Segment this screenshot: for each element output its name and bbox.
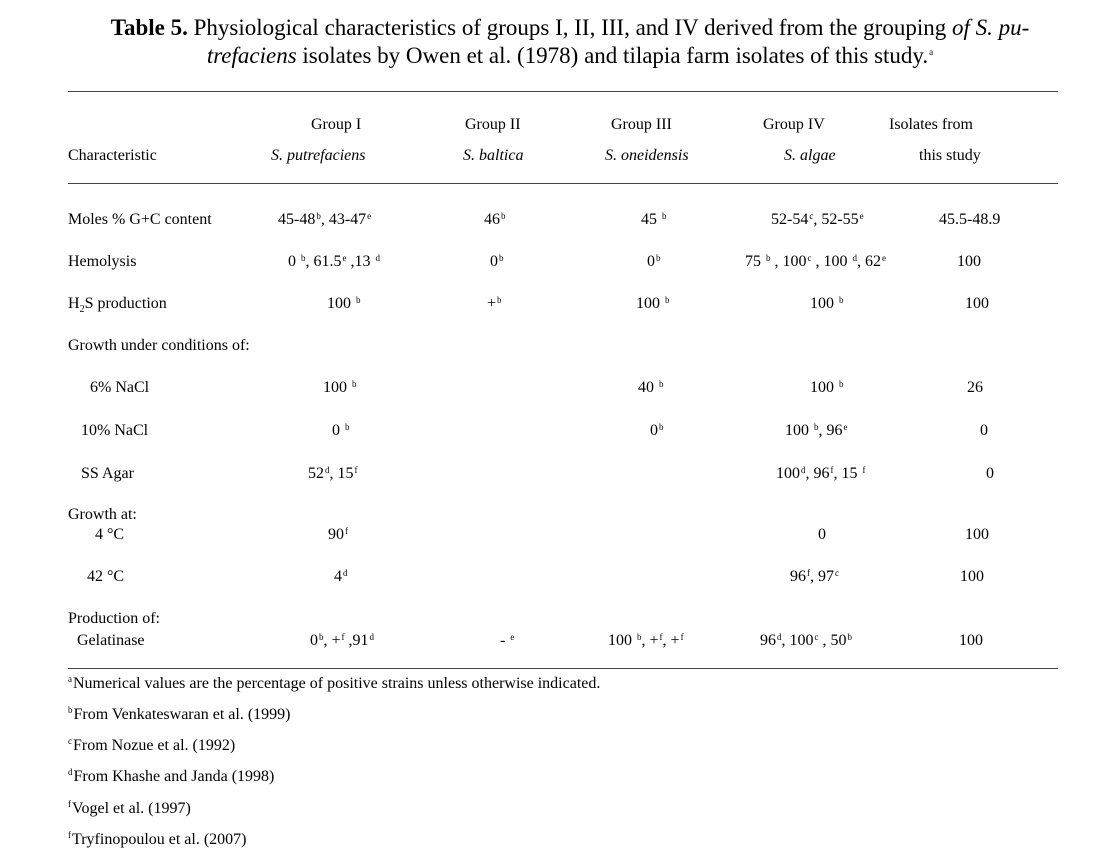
row-label-nacl10: 10% NaCl (81, 422, 149, 439)
cell-moles-g2: 46$^b$ (484, 211, 506, 228)
cell-hemolysis-g2: 0$^b$ (490, 253, 504, 270)
header-species-5: this study (919, 147, 981, 164)
footnote-f1: $^f$Vogel et al. (1997) (68, 799, 191, 817)
bottom-rule (68, 668, 1058, 669)
cell-gelatinase-g5: 100 (959, 632, 983, 649)
footnote-b: $^b$From Venkateswaran et al. (1999) (68, 705, 291, 723)
cell-gelatinase-g4: 96$^d$, 100$^c$ , 50$^b$ (760, 632, 852, 649)
title-footnote-mark: a (929, 47, 934, 57)
cell-4c-g1: 90$^f$ (328, 526, 348, 543)
cell-moles-g4: 52-54$^c$, 52-55e (771, 211, 864, 228)
row-label-4c: 4 °C (95, 526, 125, 543)
cell-ss-agar-g4: 100$^d$, 96$^f$, 15 $^f$ (776, 465, 866, 482)
cell-h2s-g3: 100 $^b$ (636, 295, 670, 312)
header-group-5: Isolates from (889, 116, 973, 133)
cell-gelatinase-g3: 100 $^b$, +$^f$, +$^f$ (608, 632, 684, 649)
header-group-4: Group IV (763, 116, 825, 133)
cell-nacl6-g3: 40 $^b$ (638, 379, 664, 396)
title-text-part-2: isolates by Owen et al. (1978) and tilapia farm isolates of this study. (296, 43, 929, 68)
cell-42c-g5: 100 (960, 568, 984, 585)
cell-h2s-g1: 100 $^b$ (327, 295, 361, 312)
cell-moles-g3: 45 $^b$ (641, 211, 667, 228)
row-label-gelatinase: Gelatinase (77, 632, 145, 649)
cell-nacl10-g4: 100 $^b$, 96e (785, 422, 848, 439)
row-label-nacl6: 6% NaCl (90, 379, 150, 396)
cell-nacl10-g1: 0 $^b$ (332, 422, 350, 439)
row-label-h2s: $H_2S$ production (68, 295, 167, 315)
cell-h2s-g4: 100 $^b$ (810, 295, 844, 312)
header-species-3: S. oneidensis (605, 147, 689, 164)
section-production-of: Production of: (68, 610, 160, 627)
cell-nacl10-g3: 0$^b$ (650, 422, 664, 439)
cell-hemolysis-g3: 0$^b$ (647, 253, 661, 270)
header-group-1: Group I (311, 116, 362, 133)
title-italic-part-2: trefaciens (206, 43, 297, 68)
cell-hemolysis-g5: 100 (957, 253, 981, 270)
row-label-moles: Moles % G+C content (68, 211, 212, 228)
cell-moles-g5: 45.5-48.9 (939, 211, 1001, 228)
footnote-f2: $^f$Tryfinopoulou et al. (2007) (68, 830, 247, 848)
cell-nacl6-g5: 26 (967, 379, 983, 396)
section-growth-at: Growth at: (68, 506, 137, 523)
top-rule (68, 91, 1058, 92)
title-text-part-1: Physiological characteristics of groups I, II, III, and IV derived from the grouping (187, 15, 952, 40)
footnote-a: $^a$Numerical values are the percentage of positive strains unless otherwise indicated. (68, 674, 601, 692)
cell-hemolysis-g1: 0 $^b$, 61.5e ,13 $^d$ (288, 253, 380, 270)
header-species-2: S. baltica (463, 147, 524, 164)
cell-4c-g4: 0 (818, 526, 826, 543)
cell-4c-g5: 100 (965, 526, 989, 543)
cell-hemolysis-g4: 75 $^b$ , 100$^c$ , 100 $^d$, 62e (745, 253, 886, 270)
cell-h2s-g5: 100 (965, 295, 989, 312)
cell-gelatinase-g2: - $^e$ (500, 632, 515, 649)
cell-gelatinase-g1: $0^b$, +$^f$ ,91$^d$ (310, 632, 375, 649)
table-title (60, 14, 1080, 70)
title-italic-part-1: of S. pu- (951, 15, 1030, 40)
cell-ss-agar-g5: 0 (986, 465, 994, 482)
section-growth-conditions: Growth under conditions of: (68, 337, 250, 354)
cell-nacl6-g4: 100 $^b$ (810, 379, 844, 396)
row-label-hemolysis: Hemolysis (68, 253, 137, 270)
table-label: Table 5. (110, 15, 188, 40)
row-label-42c: 42 °C (87, 568, 125, 585)
header-group-3: Group III (611, 116, 672, 133)
cell-42c-g4: 96$^f$, 97$^c$ (790, 568, 839, 585)
cell-nacl6-g1: 100 $^b$ (323, 379, 357, 396)
cell-42c-g1: 4$^d$ (334, 568, 348, 585)
cell-nacl10-g5: 0 (980, 422, 988, 439)
header-rule (68, 183, 1058, 184)
header-group-2: Group II (465, 116, 521, 133)
header-species-1: S. putrefaciens (271, 147, 366, 164)
header-species-4: S. algae (784, 147, 836, 164)
cell-ss-agar-g1: 52$^d$, 15$^f$ (308, 465, 358, 482)
cell-moles-g1: 45-48$^b$, 43-47e (278, 211, 372, 228)
row-label-ss-agar: SS Agar (81, 465, 134, 482)
footnote-c: $^c$From Nozue et al. (1992) (68, 736, 236, 754)
footnote-d: $^d$From Khashe and Janda (1998) (68, 767, 275, 785)
cell-h2s-g2: +$^b$ (487, 295, 502, 312)
header-characteristic: Characteristic (68, 147, 157, 164)
